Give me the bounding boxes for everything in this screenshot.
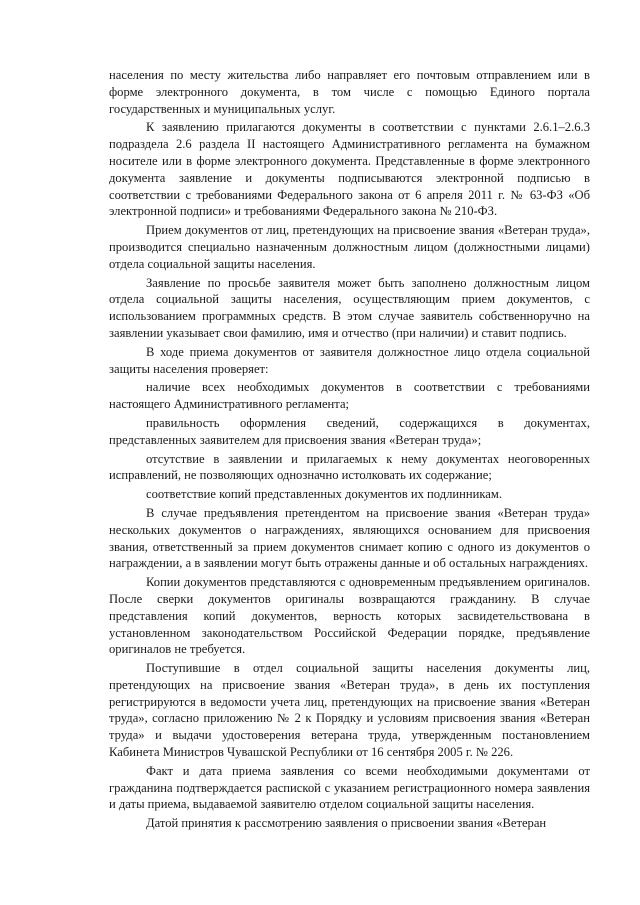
paragraph: Поступившие в отдел социальной защиты населения документы лиц, претендующих на присвоение звания «Ветеран труда», в день их поступления регистрируются в ведомости учета лиц, претендующих на присвоение звания «Ветеран труда», согласно приложению № 2 к Порядку и условиям присвоения звания «Ветеран труда» и выдачи удостоверения ветерана труда, утвержденным постановлением Кабинета Министров Чувашской Республики от 16 сентября 2005 г. № 226. (109, 661, 590, 760)
paragraph: В ходе приема документов от заявителя должностное лицо отдела социальной защиты населения проверяет: (109, 344, 590, 376)
paragraph: отсутствие в заявлении и прилагаемых к нему документах неоговоренных исправлений, не позволяющих однозначно истолковать их содержание; (109, 451, 590, 483)
paragraph: Прием документов от лиц, претендующих на присвоение звания «Ветеран труда», производится специально назначенным должностным лицом (должностными лицами) отдела социальной защиты населения. (109, 223, 590, 271)
paragraph: В случае предъявления претендентом на присвоение звания «Ветеран труда» нескольких документов о награждениях, являющихся основанием для присвоения звания, ответственный за прием документов снимает копию с одного из документов о награждении, а в заявлении могут быть отражены данные и об остальных награждениях. (109, 505, 590, 571)
paragraph: населения по месту жительства либо направляет его почтовым отправлением или в форме электронного документа, в том числе с помощью Единого портала государственных и муниципальных услуг. (109, 68, 590, 116)
paragraph: Заявление по просьбе заявителя может быть заполнено должностным лицом отдела социальной защиты населения, осуществляющим прием документов, с использованием программных средств. В этом случае заявитель собственноручно на заявлении указывает свои фамилию, имя и отчество (при наличии) и ставит подпись. (109, 275, 590, 340)
paragraph: К заявлению прилагаются документы в соответствии с пунктами 2.6.1–2.6.3 подраздела 2.6 раздела II настоящего Административного регламента на бумажном носителе или в форме электронного документа. Представленные в форме электронного документа заявление и документы подписываются электронной подписью в соответствии с требованиями Федерального закона от 6 апреля 2011 г. № 63-ФЗ «Об электронной подписи» и требованиями Федерального закона № 210-ФЗ. (109, 120, 590, 219)
paragraph: правильность оформления сведений, содержащихся в документах, представленных заявителем для присвоения звания «Ветеран труда»; (109, 415, 590, 447)
paragraph: Копии документов представляются с одновременным предъявлением оригиналов. После сверки документов оригиналы возвращаются гражданину. В случае представления копий документов, верность которых засвидетельствована в установленном законодательством Российской Федерации порядке, предъявление оригиналов не требуется. (109, 575, 590, 657)
paragraph: Датой принятия к рассмотрению заявления о присвоении звания «Ветеран (146, 816, 547, 831)
paragraph: соответствие копий представленных документов их подлинникам. (146, 487, 502, 502)
paragraph: Факт и дата приема заявления со всеми необходимыми документами от гражданина подтверждается распиской с указанием регистрационного номера заявления и даты приема, выдаваемой заявителю отделом социальной защиты населения. (109, 763, 590, 812)
paragraph: наличие всех необходимых документов в соответствии с требованиями настоящего Административного регламента; (109, 380, 590, 412)
